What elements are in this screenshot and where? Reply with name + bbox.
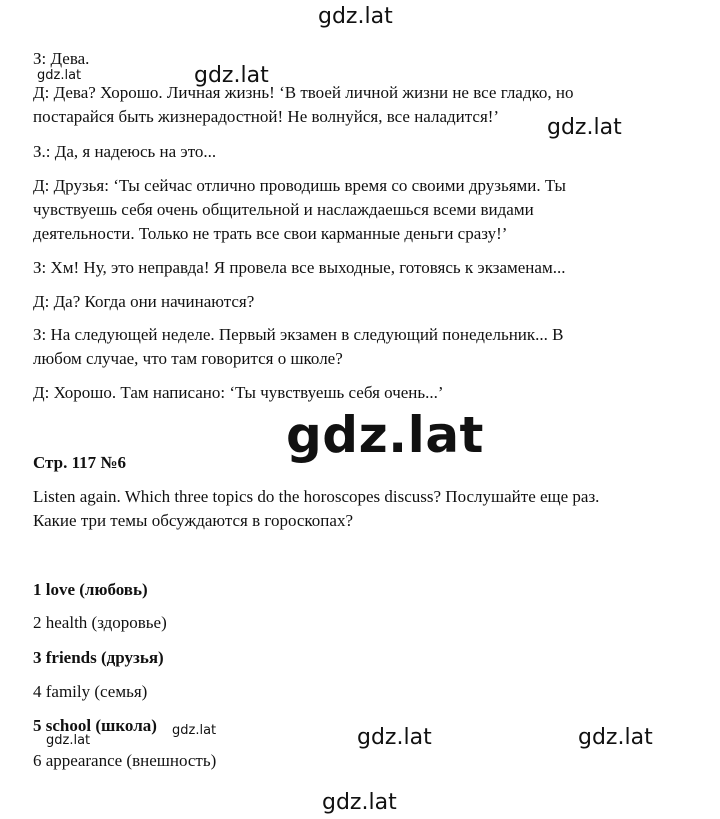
dialogue-line: З.: Да, я надеюсь на это... (33, 142, 217, 161)
dialogue-line: З: На следующей неделе. Первый экзамен в следующий понедельник... В (33, 325, 564, 344)
dialogue-line: Д: Друзья: ‘Ты сейчас отлично проводишь время со своими друзьями. Ты (33, 176, 566, 195)
watermark: gdz.lat (318, 4, 393, 29)
watermark: gdz.lat (172, 723, 217, 738)
dialogue-line: Д: Дева? Хорошо. Личная жизнь! ‘В твоей личной жизни не все гладко, но (33, 83, 574, 102)
task-text: Какие три темы обсуждаются в гороскопах? (33, 511, 353, 530)
dialogue-line: Д: Хорошо. Там написано: ‘Ты чувствуешь себя очень...’ (33, 383, 444, 402)
watermark: gdz.lat (322, 790, 397, 815)
topic-item: 2 health (здоровье) (33, 613, 167, 632)
topic-item: 6 appearance (внешность) (33, 751, 217, 770)
watermark: gdz.lat (194, 63, 269, 88)
topic-item: 4 family (семья) (33, 682, 148, 701)
watermark: gdz.lat (547, 115, 622, 140)
dialogue-line: З: Дева. (33, 49, 90, 68)
section-heading: Стр. 117 №6 (33, 453, 126, 472)
dialogue-line: постарайся быть жизнерадостной! Не волнуйся, все наладится!’ (33, 107, 500, 126)
topic-item: 5 school (школа) (33, 716, 157, 735)
task-text: Listen again. Which three topics do the horoscopes discuss? Послушайте еще раз. (33, 487, 600, 506)
dialogue-line: любом случае, что там говорится о школе? (33, 349, 343, 368)
dialogue-line: З: Хм! Ну, это неправда! Я провела все выходные, готовясь к экзаменам... (33, 258, 566, 277)
topic-item: 1 love (любовь) (33, 580, 148, 599)
dialogue-line: Д: Да? Когда они начинаются? (33, 292, 255, 311)
watermark: gdz.lat (37, 68, 82, 83)
dialogue-line: деятельности. Только не трать все свои карманные деньги сразу!’ (33, 224, 508, 243)
watermark: gdz.lat (286, 406, 484, 464)
watermark: gdz.lat (578, 725, 653, 750)
topic-item: 3 friends (друзья) (33, 648, 164, 667)
watermark: gdz.lat (46, 733, 91, 748)
dialogue-line: чувствуешь себя очень общительной и наслаждаешься всеми видами (33, 200, 534, 219)
watermark: gdz.lat (357, 725, 432, 750)
